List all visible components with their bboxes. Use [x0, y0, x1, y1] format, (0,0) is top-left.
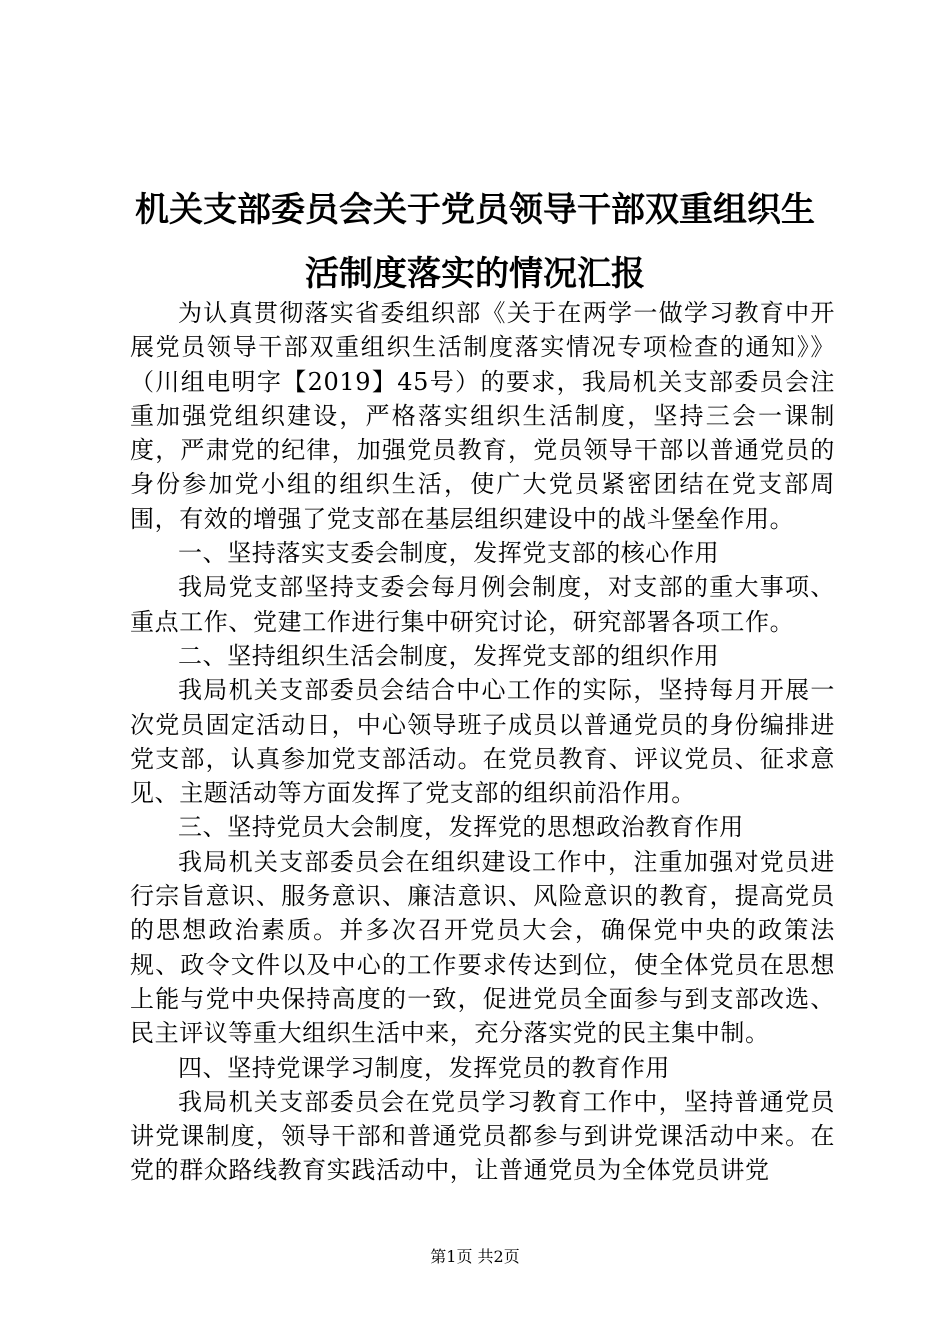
title-line-2: 活制度落实的情况汇报 [305, 254, 645, 294]
section-paragraph-3: 我局机关支部委员会在组织建设工作中，注重加强对党员进行宗旨意识、服务意识、廉洁意识、风险意识的教育，提高党员的思想政治素质。并多次召开党员大会，确保党中央的政策法规、政令文件以及中心的工作要求传达到位，使全体党员在思想上能与党中央保持高度的一致，促进党员全面参与到支部改选、民主评议等重大组织生活中来，充分落实党的民主集中制。 [130, 847, 835, 1048]
section-heading-4: 四、坚持党课学习制度，发挥党员的教育作用 [178, 1053, 670, 1082]
intro-paragraph: 为认真贯彻落实省委组织部《关于在两学一做学习教育中开展党员领导干部双重组织生活制度落实情况专项检查的通知》》（川组电明字【2019】45号）的要求，我局机关支部委员会注重加强党组织建设，严格落实组织生活制度，坚持三会一课制度，严肃党的纪律，加强党员教育，党员领导干部以普通党员的身份参加党小组的组织生活，使广大党员紧密团结在党支部周围，有效的增强了党支部在基层组织建设中的战斗堡垒作用。 [130, 299, 835, 533]
title-line-1: 机关支部委员会关于党员领导干部双重组织生 [135, 190, 815, 230]
page-footer: 第1页 共2页 [430, 1247, 520, 1266]
section-paragraph-1: 我局党支部坚持支委会每月例会制度，对支部的重大事项、重点工作、党建工作进行集中研究讨论，研究部署各项工作。 [130, 573, 835, 636]
document-title [100, 178, 850, 306]
section-heading-2: 二、坚持组织生活会制度，发挥党支部的组织作用 [178, 641, 720, 670]
document-body [130, 296, 835, 1188]
section-paragraph-2: 我局机关支部委员会结合中心工作的实际，坚持每月开展一次党员固定活动日，中心领导班子成员以普通党员的身份编排进党支部，认真参加党支部活动。在党员教育、评议党员、征求意见、主题活动等方面发挥了党支部的组织前沿作用。 [130, 676, 835, 808]
section-heading-3: 三、坚持党员大会制度，发挥党的思想政治教育作用 [178, 813, 744, 842]
section-heading-1: 一、坚持落实支委会制度，发挥党支部的核心作用 [178, 539, 720, 568]
section-paragraph-4: 我局机关支部委员会在党员学习教育工作中，坚持普通党员讲党课制度，领导干部和普通党员都参与到讲党课活动中来。在党的群众路线教育实践活动中，让普通党员为全体党员讲党 [130, 1087, 835, 1185]
